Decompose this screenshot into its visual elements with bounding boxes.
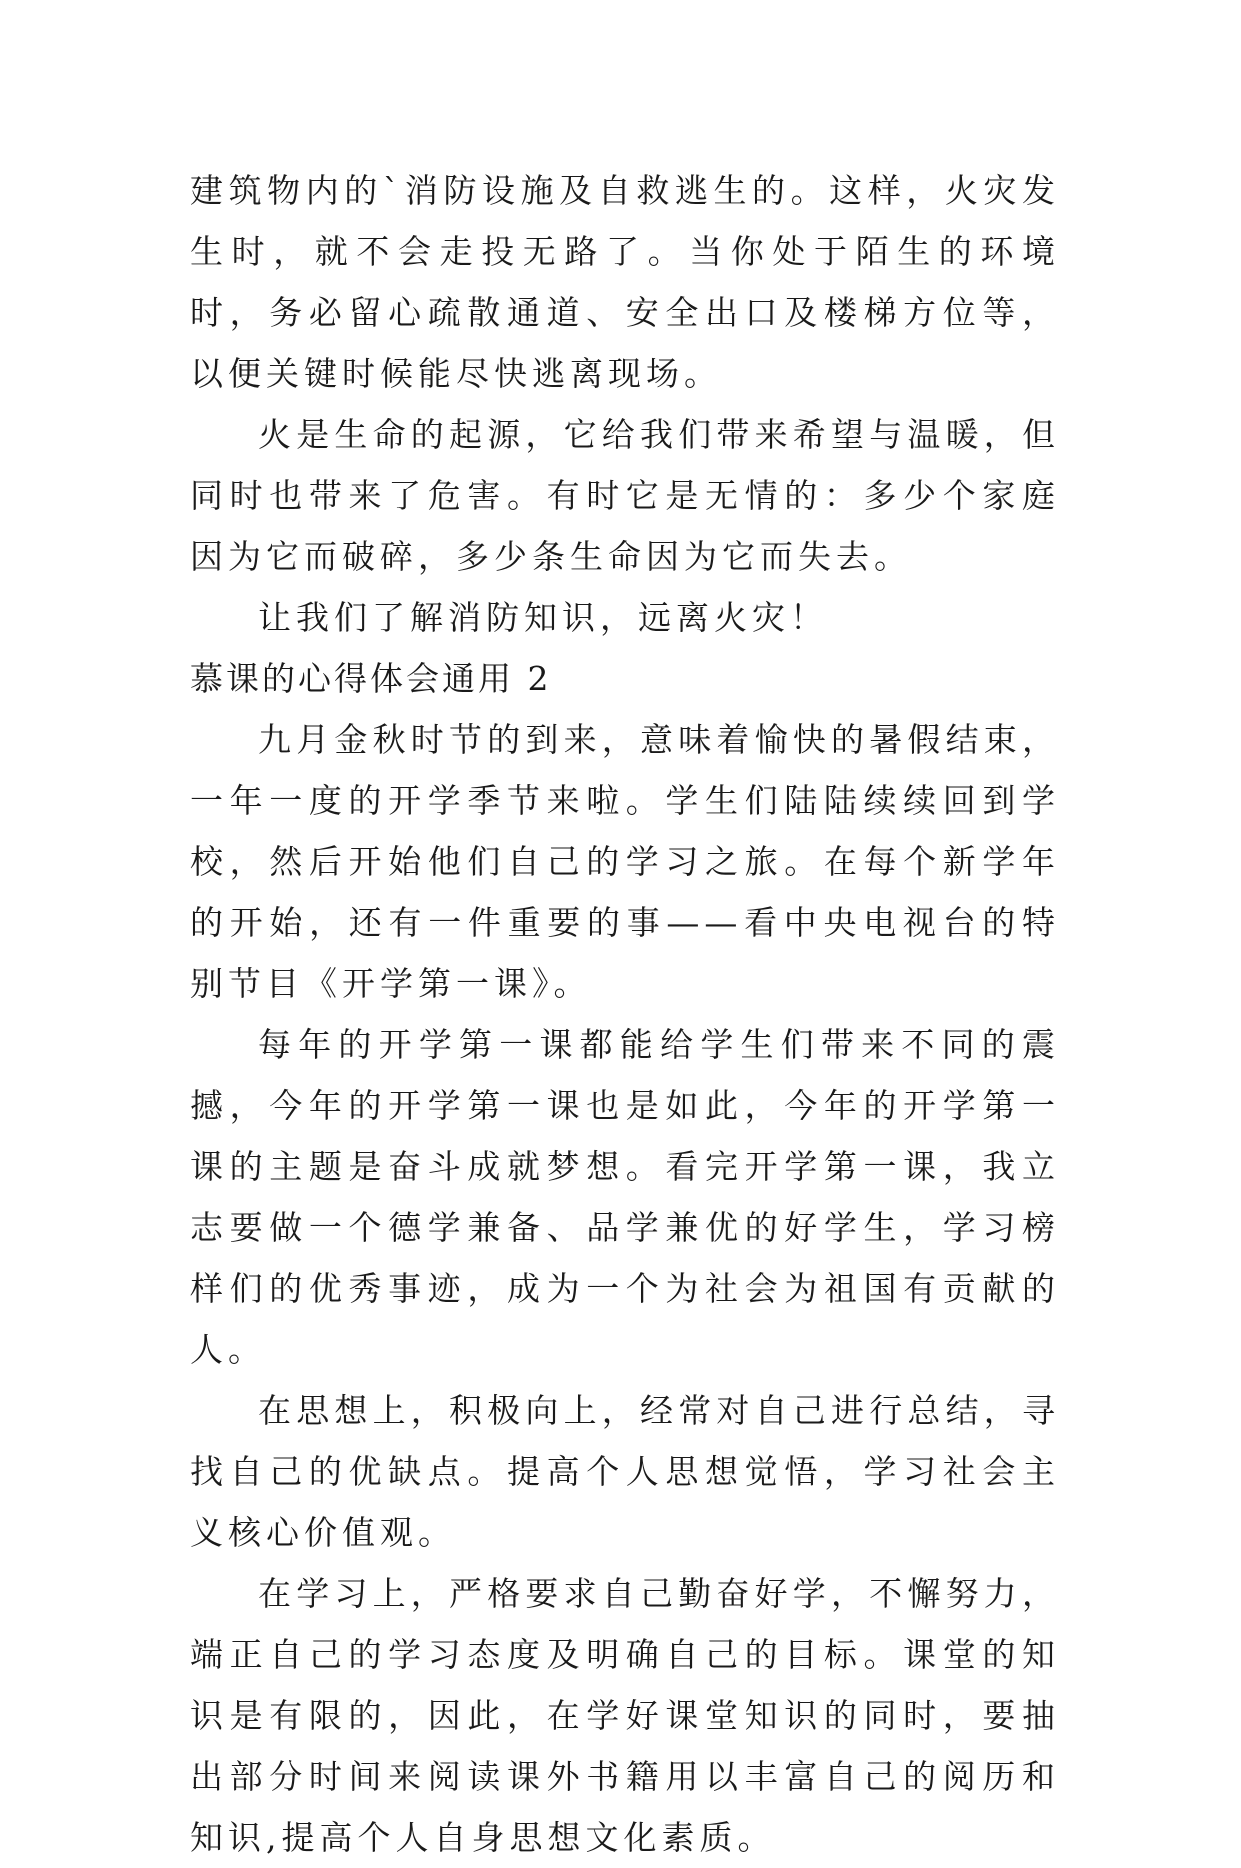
paragraph: 建筑物内的`消防设施及自救逃生的。这样，火灾发生时，就不会走投无路了。当你处于陌生的环境时，务必留心疏散通道、安全出口及楼梯方位等，以便关键时候能尽快逃离现场。 [190,171,1060,393]
section-title: 慕课的心得体会通用 2 [190,659,552,698]
paragraph: 在学习上，严格要求自己勤奋好学，不懈努力，端正自己的学习态度及明确自己的目标。课堂的知识是有限的，因此，在学好课堂知识的同时，要抽出部分时间来阅读课外书籍用以丰富自己的阅历和知识,提高个人自身思想文化素质。 [190,1574,1060,1857]
paragraph: 九月金秋时节的到来，意味着愉快的暑假结束，一年一度的开学季节来啦。学生们陆陆续续回到学校，然后开始他们自己的学习之旅。在每个新学年的开始，还有一件重要的事——看中央电视台的特别节目《开学第一课》。 [190,720,1060,1003]
paragraph: 火是生命的起源，它给我们带来希望与温暖，但同时也带来了危害。有时它是无情的：多少个家庭因为它而破碎，多少条生命因为它而失去。 [190,415,1060,576]
paragraph: 让我们了解消防知识，远离火灾！ [258,598,828,637]
document-body [190,160,1060,1868]
paragraph: 在思想上，积极向上，经常对自己进行总结，寻找自己的优缺点。提高个人思想觉悟，学习社会主义核心价值观。 [190,1391,1060,1552]
paragraph: 每年的开学第一课都能给学生们带来不同的震撼，今年的开学第一课也是如此，今年的开学第一课的主题是奋斗成就梦想。看完开学第一课，我立志要做一个德学兼备、品学兼优的好学生，学习榜样们的优秀事迹，成为一个为社会为祖国有贡献的人。 [190,1025,1060,1369]
